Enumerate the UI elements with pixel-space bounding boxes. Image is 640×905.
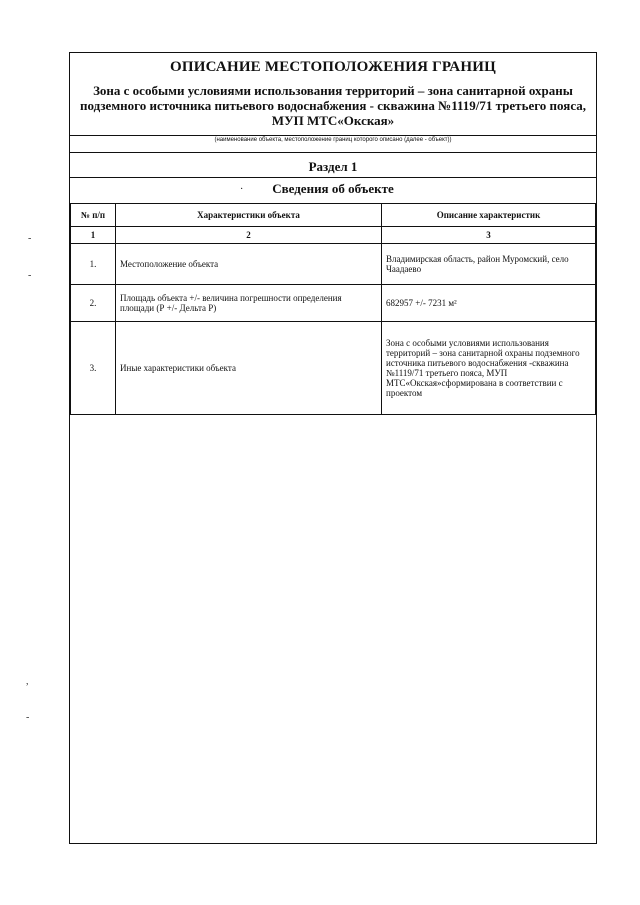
table-row xyxy=(71,244,596,285)
section-title: Раздел 1 xyxy=(308,159,358,174)
row-characteristic: Площадь объекта +/- величина погрешности определения площади (Р +/- Дельта Р) xyxy=(116,285,382,322)
header-characteristic: Характеристики объекта xyxy=(116,204,382,227)
header-number: № п/п xyxy=(71,204,116,227)
col-number-2: 2 xyxy=(116,227,382,244)
header-description: Описание характеристик xyxy=(382,204,596,227)
divider xyxy=(70,152,596,153)
row-characteristic: Местоположение объекта xyxy=(116,244,382,285)
divider xyxy=(70,177,596,178)
scan-mark: , xyxy=(26,676,29,687)
object-caption: (наименование объекта, местоположение границ которого описано (далее - объект)) xyxy=(214,137,452,143)
zone-name: Зона с особыми условиями использования территорий – зона санитарной охраны подземного источника питьевого водоснабжения - скважина №1119/71 третьего пояса, МУП МТС«Окская» xyxy=(79,83,586,128)
divider xyxy=(70,135,596,136)
row-description: 682957 +/- 7231 м² xyxy=(382,285,596,322)
object-table xyxy=(70,203,596,415)
table-row xyxy=(71,285,596,322)
row-number: 1. xyxy=(71,244,116,285)
scan-mark: - xyxy=(26,712,30,723)
col-number-1: 1 xyxy=(71,227,116,244)
row-characteristic: Иные характеристики объекта xyxy=(116,322,382,415)
scan-mark: - xyxy=(28,270,32,281)
table-row xyxy=(71,322,596,415)
row-description: Владимирская область, район Муромский, село Чаадаево xyxy=(382,244,596,285)
row-number: 2. xyxy=(71,285,116,322)
document-title: ОПИСАНИЕ МЕСТОПОЛОЖЕНИЯ ГРАНИЦ xyxy=(170,59,496,75)
col-number-3: 3 xyxy=(382,227,596,244)
document-frame xyxy=(69,52,597,844)
info-heading: Сведения об объекте xyxy=(272,181,394,196)
row-number: 3. xyxy=(71,322,116,415)
scan-mark: - xyxy=(28,233,32,244)
scan-dot: · xyxy=(240,184,244,195)
row-description: Зона с особыми условиями использования территорий – зона санитарной охраны подземного источника питьевого водоснабжения -скважина №1119/71 третьего пояса, МУП МТС«Окская»сформирована в соответствии с проектом xyxy=(382,322,596,415)
